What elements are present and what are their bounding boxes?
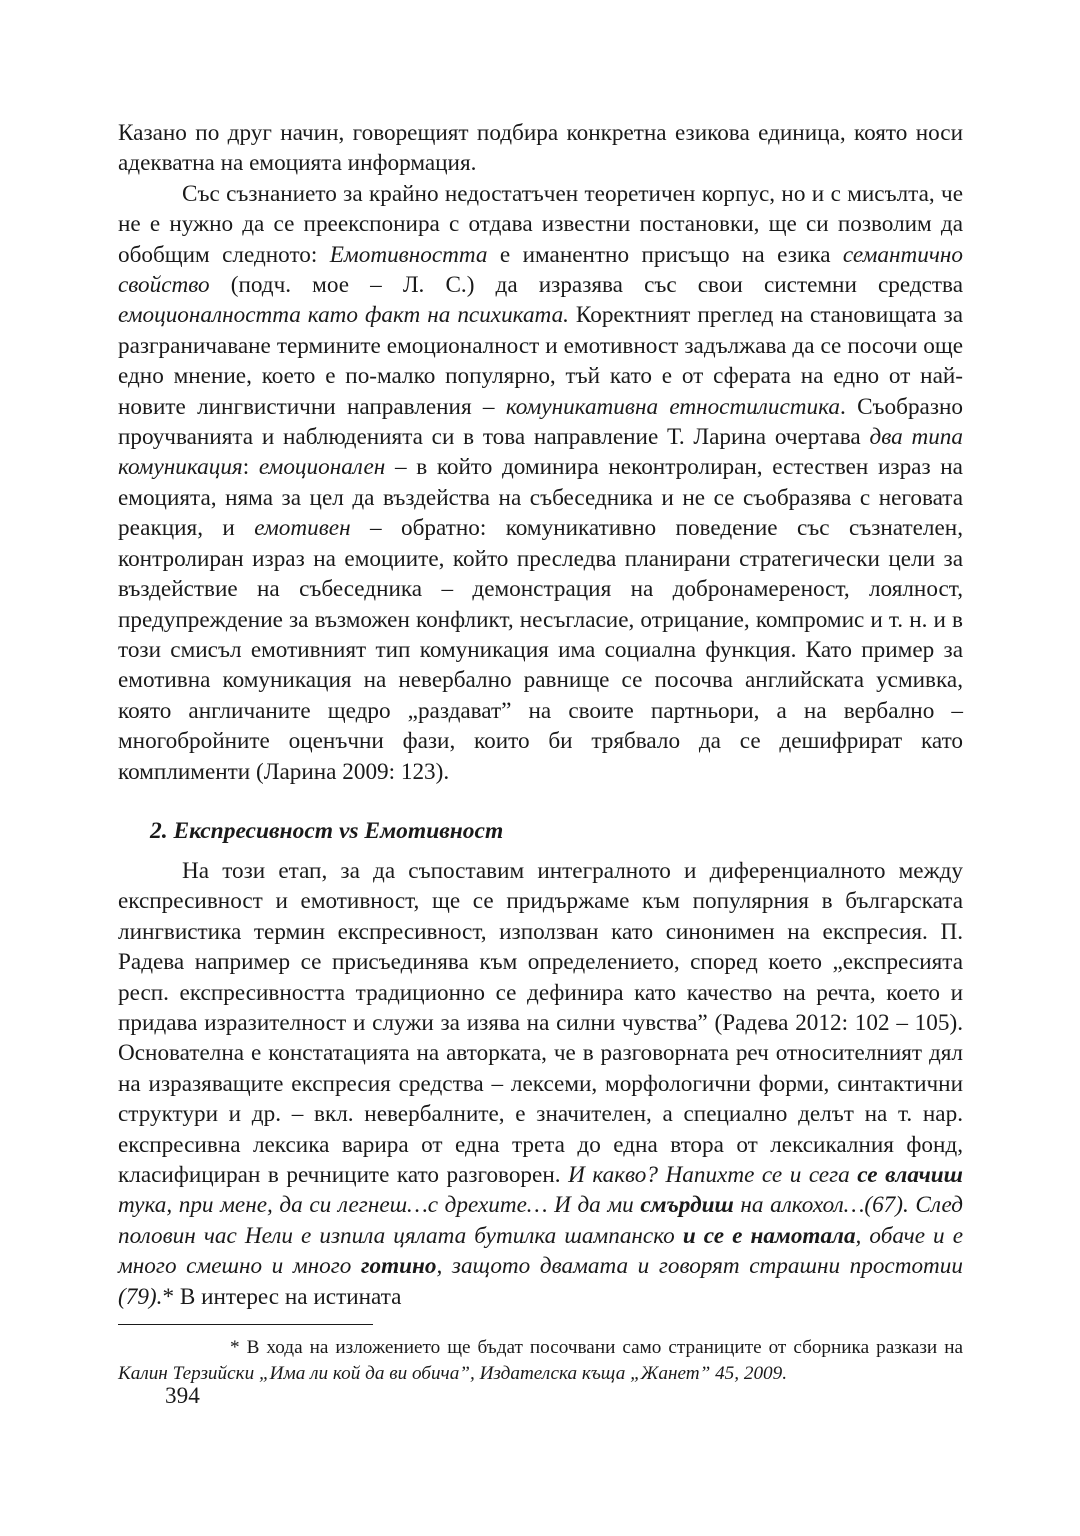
italic-quote: , защото двамата и говорят страшни простотии (79). bbox=[118, 1253, 963, 1310]
bold-italic-word: смърдиш bbox=[640, 1192, 734, 1219]
text-run: : bbox=[242, 454, 259, 481]
text-run: * В интерес на истината bbox=[162, 1283, 402, 1310]
text-run: На този етап, за да съпоставим интегралното и диференциалното между експресивност и емотивност, ще се придържаме към популярния в българската лингвистика термин експресивност, използван като синонимен на експресия. П. Радева например се присъединява към определението, според което „експресията респ. експресивността традиционно се дефинира като качество на речта, което и придава изразителност и служи за изява на силни чувства” (Радева 2012: 102 – 105). Основателна е констатацията на авторката, че в разговорната реч относителният дял на изразяващите експресия средства – лексеми, морфологични форми, синтактични структури и др. – вкл. невербалните, е значителен, а специално делът на т. нар. експресивна лексика варира от една трета до една втора от лексикалния фонд, класифициран в речниците като разговорен. bbox=[118, 857, 963, 1188]
italic-quote: тука, при мене, да си легнеш…с дрехите… И да ми bbox=[118, 1192, 641, 1219]
text-run: Коректният преглед на становищата за разграничаване термините емоционалност и емотивност задължава да се посочи още едно мнение, което е по-малко популярно, тъй като е от сферата на едно от най-новите лингвистични направления – bbox=[118, 302, 963, 420]
section-heading: 2. Експресивност vs Емотивност bbox=[150, 817, 504, 844]
paragraph-1-text: Казано по друг начин, говорещият подбира конкретна езикова единица, която носи адекватна на емоцията информация. bbox=[118, 120, 963, 177]
bold-italic-word: и се е намотала bbox=[682, 1222, 856, 1249]
italic-quote: на алкохол…(67). След половин час Нели е изпила цялата бутилка шампанско bbox=[118, 1192, 963, 1249]
italic-quote: И какво? Напихте се и сега bbox=[568, 1162, 858, 1188]
text-run: . Съобразно проучванията и наблюденията си в това направление Т. Ларина очертава bbox=[118, 393, 963, 451]
footnote-divider bbox=[118, 1324, 373, 1325]
italic-quote: , обаче и е много смешно и много bbox=[118, 1222, 963, 1280]
text-run: – обратно: комуникативно поведение със съзнателен, контролиран израз на емоциите, който преследва планирани стратегически цели за въздействие на събеседника – демонстрация на добронамереност, лоялност, предупреждение за възможен конфликт, несъгласие, отрицание, компромис и т. н. и в този смисъл емотивният тип комуникация има социална функция. Като пример за емотивна комуникация на невербално равнище се посочва английската усмивка, която англичаните щедро „раздават” на своите партньори, а на вербално – многобройните оценъчни фази, които би трябвало да се дешифрират като комплименти (Ларина 2009: 123). bbox=[118, 515, 963, 785]
bold-italic-word: готино bbox=[360, 1253, 437, 1280]
bold-italic-word: се влачиш bbox=[857, 1162, 963, 1188]
footnote-source: Калин Терзийски „Има ли кой да ви обича”, Издателска къща „Жанет” 45, 2009. bbox=[118, 1363, 788, 1385]
page-number: 394 bbox=[165, 1383, 200, 1409]
text-run: (подч. мое – Л. С.) да изразява със свои системни средства bbox=[209, 272, 963, 299]
paragraph-2 bbox=[118, 179, 963, 787]
italic-term: семантично свойство bbox=[118, 241, 963, 299]
footnote-text: * В хода на изложението ще бъдат посочвани само страниците от сборника разкази на bbox=[230, 1337, 963, 1359]
text-run: е иманентно присъщо на езика bbox=[487, 241, 843, 268]
italic-term: емоционален bbox=[258, 454, 386, 481]
paragraph-3 bbox=[118, 856, 963, 1312]
footnote bbox=[118, 1335, 963, 1387]
italic-term: два типа комуникация bbox=[118, 424, 963, 481]
paragraph-1 bbox=[118, 118, 963, 179]
page-body bbox=[118, 118, 963, 1387]
italic-term: Емотивността bbox=[329, 241, 488, 268]
text-run: Със съзнанието за крайно недостатъчен теоретичен корпус, но и с мисълта, че не е нужно да се преекспонира с отдава известни постановки, ще си позволим да обобщим следното: bbox=[118, 180, 963, 268]
italic-term: емотивен bbox=[254, 515, 351, 542]
italic-term: комуникативна етностилистика bbox=[505, 393, 840, 420]
italic-term: емоционалността като факт на психиката. bbox=[118, 302, 569, 329]
text-run: – в който доминира неконтролиран, естествен израз на емоцията, няма за цел да въздейства на събеседника и не се съобразява с неговата реакция, и bbox=[118, 454, 963, 542]
